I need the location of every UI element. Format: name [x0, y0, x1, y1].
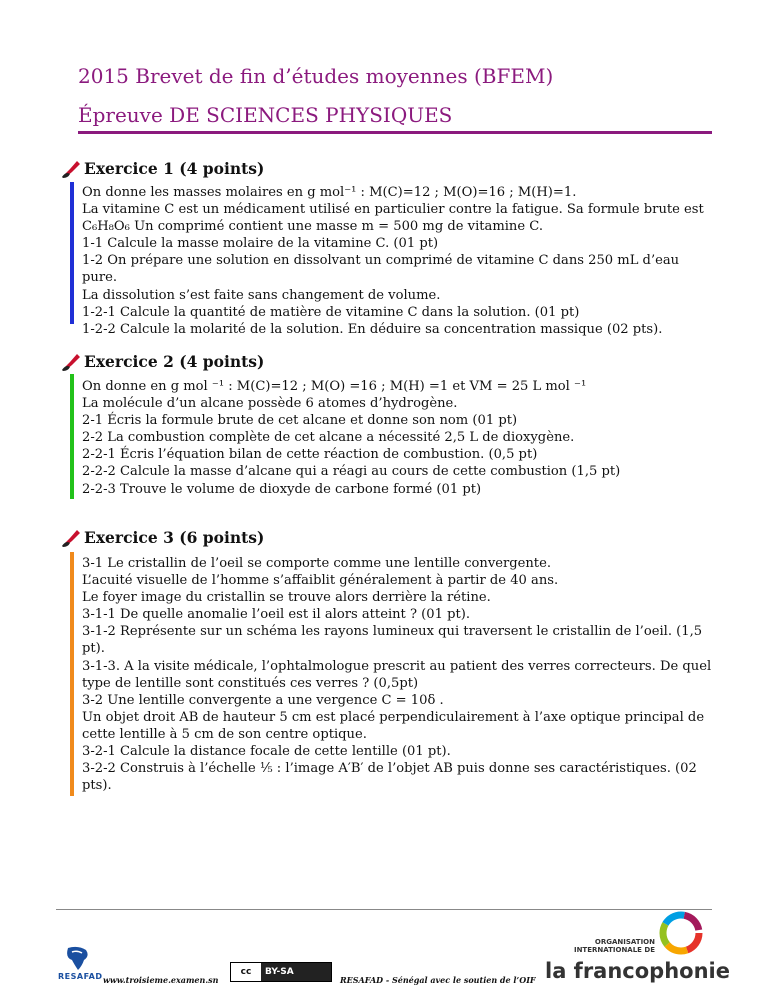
- exercise-2-line: 2-1 Écris la formule brute de cet alcane et donne son nom (01 pt): [82, 413, 518, 429]
- francophonie-ring-icon: [657, 909, 705, 957]
- exercise-3-bar: [70, 552, 74, 796]
- oif-logo: [545, 905, 730, 985]
- license-label: BY-SA: [261, 963, 331, 981]
- exercise-3-line: 3-2-2 Construis à l’échelle ⅕ : l’image A′B′ de l’objet AB puis donne ses caractéristiques. (02: [82, 761, 697, 777]
- exercise-1-line: C₆H₈O₆ Un comprimé contient une masse m = 500 mg de vitamine C.: [82, 219, 543, 235]
- exercise-2-bar: [70, 374, 74, 499]
- exercise-1-line: 1-2-2 Calcule la molarité de la solution. En déduire sa concentration massique (02 pts).: [82, 321, 663, 337]
- exercise-3-line: L’acuité visuelle de l’homme s’affaiblit généralement à partir de 40 ans.: [82, 573, 559, 589]
- resafad-logo-icon: [62, 946, 92, 972]
- oif-org-label: ORGANISATION INTERNATIONALE DE: [573, 938, 655, 954]
- exercise-3-line: pt).: [82, 641, 105, 657]
- exercise-3-line: 3-1 Le cristallin de l’oeil se comporte comme une lentille convergente.: [82, 556, 551, 571]
- exercise-2-line: 2-2-1 Écris l’équation bilan de cette réaction de combustion. (0,5 pt): [82, 447, 538, 463]
- exercise-3-line: type de lentille sont constitués ces verres ? (0,5pt): [82, 675, 419, 691]
- license-badge: [230, 962, 332, 982]
- exercise-3-line: pts).: [82, 778, 112, 794]
- website-link[interactable]: www.troisieme.examen.sn: [103, 975, 219, 985]
- page-subtitle: Épreuve DE SCIENCES PHYSIQUES: [78, 103, 453, 127]
- resafad-label: RESAFAD: [58, 972, 103, 981]
- exercise-3-line: 3-2-1 Calcule la distance focale de cette lentille (01 pt).: [82, 744, 451, 760]
- exercise-3-line: Le foyer image du cristallin se trouve alors derrière la rétine.: [82, 590, 491, 606]
- exercise-3-body: [82, 555, 712, 794]
- exercise-3-line: cette lentille à 5 cm de son centre optique.: [82, 726, 367, 742]
- exercise-1-line: 1-2-1 Calcule la quantité de matière de vitamine C dans la solution. (01 pt): [82, 304, 580, 320]
- title-divider: [78, 131, 712, 134]
- exercise-3-title: Exercice 3 (6 points): [84, 527, 265, 547]
- exercise-2-heading: [60, 350, 264, 372]
- exercise-1-body: [82, 184, 712, 338]
- exercise-3-line: 3-1-1 De quelle anomalie l’oeil est il alors atteint ? (01 pt).: [82, 607, 471, 623]
- pencil-icon: [60, 350, 82, 372]
- exercise-1-line: La vitamine C est un médicament utilisé en particulier contre la fatigue. Sa formule brute est: [82, 202, 704, 218]
- page-title: 2015 Brevet de fin d’études moyennes (BFEM): [78, 64, 554, 88]
- exercise-1-line: On donne les masses molaires en g mol⁻¹ : M(C)=12 ; M(O)=16 ; M(H)=1.: [82, 185, 577, 200]
- exercise-3-line: 3-1-2 Représente sur un schéma les rayons lumineux qui traversent le cristallin de l’oeil. (1,5: [82, 624, 703, 640]
- exercise-2-line: La molécule d’un alcane possède 6 atomes d’hydrogène.: [82, 396, 458, 412]
- footer-credit: RESAFAD - Sénégal avec le soutien de l’OIF: [340, 975, 536, 985]
- exercise-1-line: 1-2 On prépare une solution en dissolvant un comprimé de vitamine C dans 250 mL d’eau pure.: [82, 253, 680, 286]
- exercise-2-line: 2-2 La combustion complète de cet alcane a nécessité 2,5 L de dioxygène.: [82, 430, 575, 446]
- exercise-1-heading: [60, 157, 264, 179]
- exercise-3-heading: [60, 526, 264, 548]
- exercise-2-line: 2-2-3 Trouve le volume de dioxyde de carbone formé (01 pt): [82, 481, 482, 497]
- exercise-2-line: 2-2-2 Calcule la masse d’alcane qui a réagi au cours de cette combustion (1,5 pt): [82, 464, 621, 480]
- oif-name: la francophonie: [545, 959, 730, 983]
- cc-icon: cc: [231, 963, 261, 981]
- pencil-icon: [60, 157, 82, 179]
- pencil-icon: [60, 526, 82, 548]
- exercise-2-body: [82, 378, 712, 498]
- exercise-1-line: 1-1 Calcule la masse molaire de la vitamine C. (01 pt): [82, 236, 439, 252]
- exercise-2-title: Exercice 2 (4 points): [84, 351, 265, 371]
- exercise-1-title: Exercice 1 (4 points): [84, 158, 265, 178]
- exercise-1-line: La dissolution s’est faite sans changement de volume.: [82, 287, 441, 303]
- exercise-1-bar: [70, 182, 74, 324]
- exercise-3-line: 3-1-3. A la visite médicale, l’ophtalmologue prescrit au patient des verres correcteurs. De quel: [82, 658, 712, 674]
- exercise-2-line: On donne en g mol ⁻¹ : M(C)=12 ; M(O) =16 ; M(H) =1 et VM = 25 L mol ⁻¹: [82, 379, 587, 394]
- exercise-3-line: Un objet droit AB de hauteur 5 cm est placé perpendiculairement à l’axe optique principal de: [82, 709, 705, 725]
- exercise-3-line: 3-2 Une lentille convergente a une vergence C = 10δ .: [82, 692, 444, 708]
